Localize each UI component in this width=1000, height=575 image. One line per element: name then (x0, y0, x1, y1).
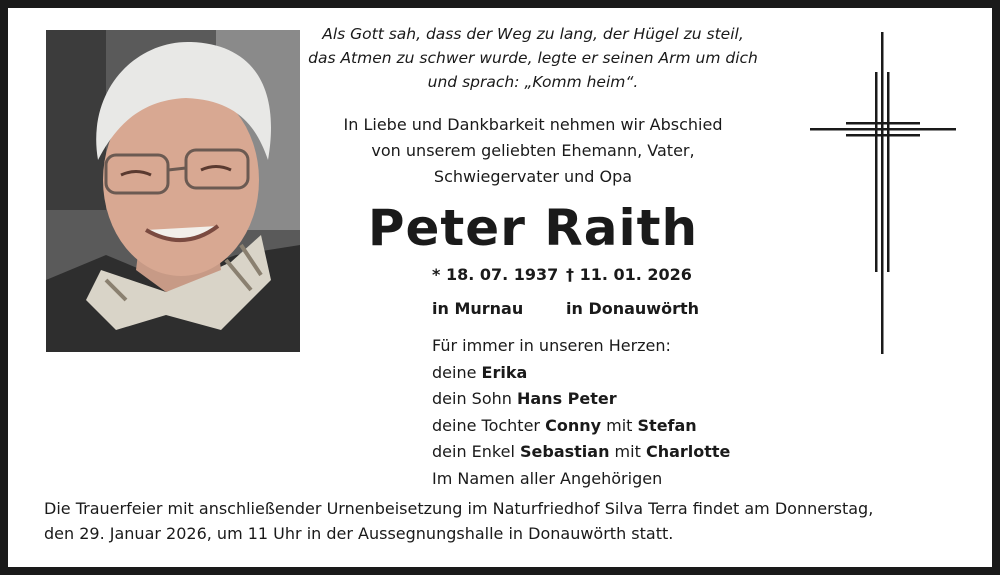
portrait-illustration (46, 30, 300, 352)
family-member-wife (432, 360, 730, 387)
obituary-card (8, 8, 992, 567)
intro-line: von unserem geliebten Ehemann, Vater, (371, 141, 695, 160)
member-name: Sebastian (520, 442, 610, 461)
family-list (432, 333, 730, 492)
family-closing: Im Namen aller Angehörigen (432, 468, 663, 488)
birth-date: * 18. 07. 1937 (432, 265, 559, 284)
intro-line: In Liebe und Dankbarkeit nehmen wir Abschied (343, 115, 723, 134)
member-name: Stefan (637, 415, 697, 435)
poem-line: das Atmen zu schwer wurde, legte er seinen Arm um dich (308, 49, 758, 67)
poem-line: Als Gott sah, dass der Weg zu lang, der Hügel zu steil, (322, 25, 744, 43)
member-name: Charlotte (645, 442, 731, 461)
family-member-son (432, 386, 730, 413)
relation-label: dein Sohn (432, 389, 517, 408)
portrait-photo (46, 30, 300, 352)
footer-line: Die Trauerfeier mit anschließender Urnenbeisetzung im Naturfriedhof Silva Terra findet am Donnerstag, (44, 499, 874, 518)
connector-text: mit (601, 415, 638, 435)
footer-line: den 29. Januar 2026, um 11 Uhr in der Aussegnungshalle in Donauwörth statt. (44, 524, 674, 543)
death-info (566, 262, 699, 330)
relation-label: dein Enkel (432, 442, 520, 461)
member-name: Erika (481, 362, 528, 382)
family-member-grandson (432, 439, 730, 466)
member-name: Conny (545, 415, 602, 435)
member-name: Hans Peter (516, 389, 617, 408)
birth-place: in Murnau (432, 299, 524, 318)
farewell-intro (298, 112, 768, 190)
deceased-name: Peter Raith (367, 199, 699, 257)
relation-label: deine Tochter (432, 415, 546, 435)
death-place: in Donauwörth (566, 299, 699, 318)
death-date: † 11. 01. 2026 (566, 265, 692, 284)
birth-info (432, 262, 558, 330)
family-heading: Für immer in unseren Herzen: (432, 336, 671, 355)
poem (298, 22, 768, 94)
connector-text: mit (609, 442, 646, 461)
family-member-daughter (432, 413, 730, 440)
cross-icon (810, 32, 956, 354)
intro-line: Schwiegervater und Opa (433, 167, 633, 186)
poem-line: und sprach: „Komm heim“. (427, 73, 639, 91)
relation-label: deine (432, 362, 482, 382)
funeral-notice (44, 496, 964, 546)
